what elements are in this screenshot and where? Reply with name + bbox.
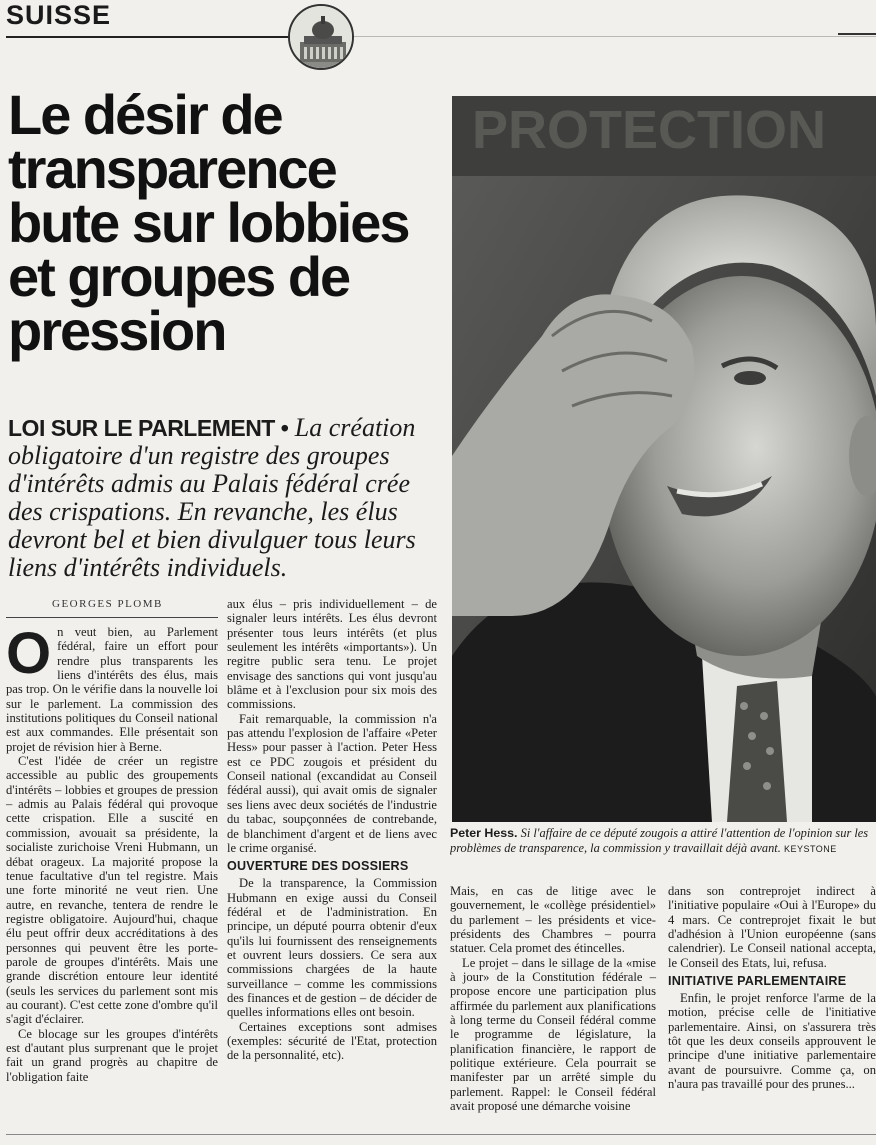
article-paragraph: aux élus – pris individuellement – de signaler leurs intérêts. Les élus devront présenter tous leurs intérêts (et plus seulement les intérêts «importants»). Un regitre public sera tenu. Le projet envisage des sanctions qui vont jusqu'au blâme et à l'exclusion pour six mois des commissions.	[227, 597, 437, 712]
subhead-ouverture: OUVERTURE DES DOSSIERS	[227, 859, 409, 874]
byline-rule	[6, 617, 218, 618]
header-rule-right-short	[838, 33, 876, 35]
article-paragraph	[6, 621, 218, 754]
dropcap: O	[6, 621, 52, 686]
portrait-photo-icon	[452, 96, 876, 822]
subhead-initiative: INITIATIVE PARLEMENTAIRE	[668, 974, 847, 989]
deck-kicker: LOI SUR LE PARLEMENT •	[8, 415, 289, 441]
article-column-1	[6, 621, 218, 1130]
article-paragraph: Fait remarquable, la commission n'a pas attendu l'explosion de l'affaire «Peter Hess» pour passer à l'action. Peter Hess est ce PDC zougois et président du Conseil national (excandidat au Conseil fédéral aussi), qui avait omis de signaler ses liens avec deux sociétés de l'industrie du tabac, soupçonnées de contrebande, de blanchiment d'argent et de liens avec le crime organisé.	[227, 711, 437, 855]
photo-caption	[450, 826, 876, 857]
article-paragraph: Mais, en cas de litige avec le gouvernement, le «collège présidentiel» du parlement – les présidents et vice-présidents des Chambres – pourra statuer. Cela promet des étincelles.	[450, 884, 656, 956]
federal-palace-emblem-icon	[288, 4, 354, 70]
section-label: SUISSE	[6, 0, 112, 30]
footer-rule	[6, 1134, 876, 1135]
article-paragraph: Le projet – dans le sillage de la «mise à jour» de la Constitution fédérale – propose encore une participation plus affirmée du parlement aux planifications à long terme du Conseil fédéral comme le programme de législature, la planification financière, le rapport de politique extérieure. Cela pourrait se manifester par un arrêté simple du parlement. Rappel: le Conseil fédéral avait proposé une démarche voisine	[450, 955, 656, 1114]
article-column-4	[668, 884, 876, 1129]
article-paragraph: Ce blocage sur les groupes d'intérêts est d'autant plus surprenant que le projet fait un grand progrès au chapitre de l'obligation faite	[6, 1026, 218, 1084]
svg-text:PROTECTION: PROTECTION	[472, 100, 827, 160]
paragraph-text: n veut bien, au Parlement fédéral, faire un effort pour rendre plus transparents les liens d'intérêts des élus, mais pas trop. On le vérifie dans la nouvelle loi sur le parlement. La commission des institutions politiques du Conseil national est aux commandes. Elle présentait son projet de révision hier à Berne.	[6, 625, 218, 754]
caption-text: Si l'affaire de ce député zougois a attiré l'attention de l'opinion sur les problèmes de transparence, la commission y travaillait déjà avant.	[450, 826, 869, 855]
byline: GEORGES PLOMB	[52, 598, 163, 610]
article-paragraph: dans son contreprojet indirect à l'initiative populaire «Oui à l'Europe» du 4 mars. Ce contreprojet fixait le but d'adhésion à l'Union européenne (sans calendrier). Le Conseil national accepta, le Conseil des Etats, lui, refusa.	[668, 884, 876, 970]
deck-text: La création obligatoire d'un registre des groupes d'intérêts admis au Palais fédéral crée des crispations. En revanche, les élus devront bel et bien divulguer tous leurs liens d'intérêts individuels.	[8, 413, 416, 582]
article-column-3	[450, 884, 656, 1129]
article-paragraph: De la transparence, la Commission Hubmann en exige aussi du Conseil fédéral et de l'administration. En principe, un député pourra obtenir d'eux qu'ils lui fournissent des renseignements et ouvrent leurs dossiers. Ce sera aux commissions chargées de la haute surveillance – comme les commissions des finances et de gestion – de décider de quelles informations elles ont besoin.	[227, 876, 437, 1020]
article-column-2	[227, 597, 437, 1132]
article-paragraph: Certaines exceptions sont admises (exemples: sécurité de l'Etat, protection de la personnalité, etc).	[227, 1019, 437, 1063]
deck	[8, 414, 448, 582]
photo-credit: KEYSTONE	[783, 844, 837, 854]
headline: Le désir de transparence bute sur lobbies et groupes de pression	[8, 83, 409, 362]
header-rule-right	[350, 36, 876, 37]
header-rule	[6, 36, 294, 38]
article-paragraph: Enfin, le projet renforce l'arme de la motion, précise celle de l'initiative parlementaire. Ainsi, on s'assurera très tôt que les deux conseils approuvent le principe d'une initiative parlementaire avant de poursuivre. Comme ça, on n'aura pas travaillé pour des prunes...	[668, 991, 876, 1092]
article-paragraph: C'est l'idée de créer un registre accessible au public des groupements d'intérêts – lobbies et groupes de pression – admis au Palais fédéral qui provoque cette crispation. Elle a suscité en commission, avouait sa présidente, la socialiste zurichoise Vreni Hubmann, un débat orageux. La majorité propose la tenue facultative d'un tel registre. Mais une forte minorité ne veut rien. Une autre, en revanche, tentera de rendre le registre obligatoire. Aujourd'hui, chaque élu peut offrir deux accréditations à des personnes qui peuvent être les porte-parole de groupes d'intérêts. Mais une grande discrétion entoure leur identité (seuls les services du parlement sont mis au courant). C'est cette zone d'ombre qu'il s'agit d'éclairer.	[6, 754, 218, 1027]
caption-name: Peter Hess.	[450, 826, 518, 840]
